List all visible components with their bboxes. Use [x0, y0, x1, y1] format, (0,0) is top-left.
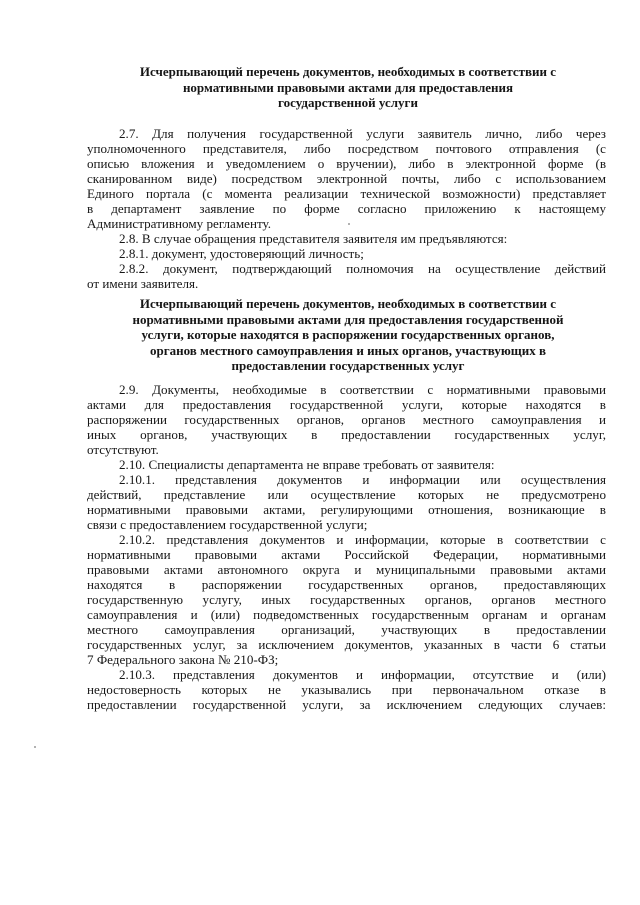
heading-line: Исчерпывающий перечень документов, необходимых в соответствии с — [139, 296, 557, 311]
paragraph-line: нормативными правовыми актами Российской Федерации, нормативными — [87, 547, 606, 562]
paragraph-line: находятся в распоряжении государственных органов, предоставляющих — [87, 577, 606, 592]
paragraph-line: иных органов, участвующих в предоставлении государственных услуг, — [87, 427, 606, 442]
heading-line: услуги, которые находятся в распоряжении государственных органов, — [141, 327, 555, 342]
scan-speck — [348, 223, 350, 225]
paragraph-line: связи с предоставлением государственной услуги; — [87, 517, 368, 532]
heading-line: государственной услуги — [278, 95, 418, 110]
paragraph-line: распоряжении государственных органов, органов местного самоуправления и — [87, 412, 606, 427]
paragraph-line: действий, представление или осуществление которых не предусмотрено — [87, 487, 606, 502]
paragraph-line: 2.8. В случае обращения представителя заявителя им предъявляются: — [119, 231, 508, 246]
paragraph-line: в департамент заявление по форме согласно приложению к настоящему — [87, 201, 606, 216]
section-body-items-2-9-2-10 — [87, 382, 606, 712]
paragraph-line: актами для предоставления государственной услуги, которые находятся в — [87, 397, 606, 412]
section-body-items-2-7-2-8 — [87, 126, 606, 291]
paragraph-line: сканированном виде) посредством электронной почты, либо с использованием — [87, 171, 606, 186]
paragraph-line: 2.10. Специалисты департамента не вправе требовать от заявителя: — [119, 457, 495, 472]
paragraph-line: государственную услугу, иных государственных органов, органов местного — [87, 592, 606, 607]
paragraph-line: уполномоченного представителя, либо посредством почтового отправления (с — [87, 141, 606, 156]
paragraph-line: от имени заявителя. — [87, 276, 199, 291]
paragraph-line: 2.10.1. представления документов и информации или осуществления — [119, 472, 606, 487]
paragraph-line: предоставлении государственной услуги, за исключением следующих случаев: — [87, 697, 606, 712]
paragraph-line: государственных услуг, за исключением документов, указанных в части 6 статьи — [87, 637, 606, 652]
paragraph-line: 7 Федерального закона № 210-ФЗ; — [87, 652, 279, 667]
paragraph-line: отсутствуют. — [87, 442, 159, 457]
paragraph-line: 2.8.2. документ, подтверждающий полномочия на осуществление действий — [119, 261, 606, 276]
heading-line: органов местного самоуправления и иных органов, участвующих в — [149, 342, 547, 358]
heading-line: нормативными правовыми актами для предоставления — [182, 79, 514, 95]
paragraph-line: 2.8.1. документ, удостоверяющий личность; — [119, 246, 364, 261]
paragraph-line: местного самоуправления организаций, участвующих в предоставлении — [87, 622, 606, 637]
heading-line: Исчерпывающий перечень документов, необходимых в соответствии с — [139, 64, 557, 79]
heading-line: нормативными правовыми актами для предоставления государственной — [132, 311, 564, 327]
paragraph-line: Единого портала (с момента реализации технической возможности) представляет — [87, 186, 606, 201]
paragraph-line: описью вложения и уведомлением о вручении), либо в электронной форме (в — [87, 156, 606, 171]
paragraph-line: 2.9. Документы, необходимые в соответствии с нормативными правовыми — [119, 382, 606, 397]
section-heading-required-documents — [88, 64, 608, 111]
paragraph-line: 2.10.3. представления документов и информации, отсутствие и (или) — [119, 667, 606, 682]
paragraph-line: 2.10.2. представления документов и информации, которые в соответствии с — [119, 532, 606, 547]
section-heading-interagency-documents — [88, 296, 608, 374]
paragraph-line: нормативными правовыми актами, регулирующими отношения, возникающие в — [87, 502, 606, 517]
heading-line: предоставлении государственных услуг — [231, 358, 465, 373]
paragraph-line: самоуправления и (или) подведомственных государственным органам и органам — [87, 607, 606, 622]
paragraph-line: 2.7. Для получения государственной услуги заявитель лично, либо через — [119, 126, 606, 141]
paragraph-line: Административному регламенту. — [87, 216, 272, 231]
paragraph-line: правовыми актами автономного округа и муниципальными правовыми актами — [87, 562, 606, 577]
scan-speck — [34, 746, 36, 748]
paragraph-line: недостоверность которых не указывались при первоначальном отказе в — [87, 682, 606, 697]
